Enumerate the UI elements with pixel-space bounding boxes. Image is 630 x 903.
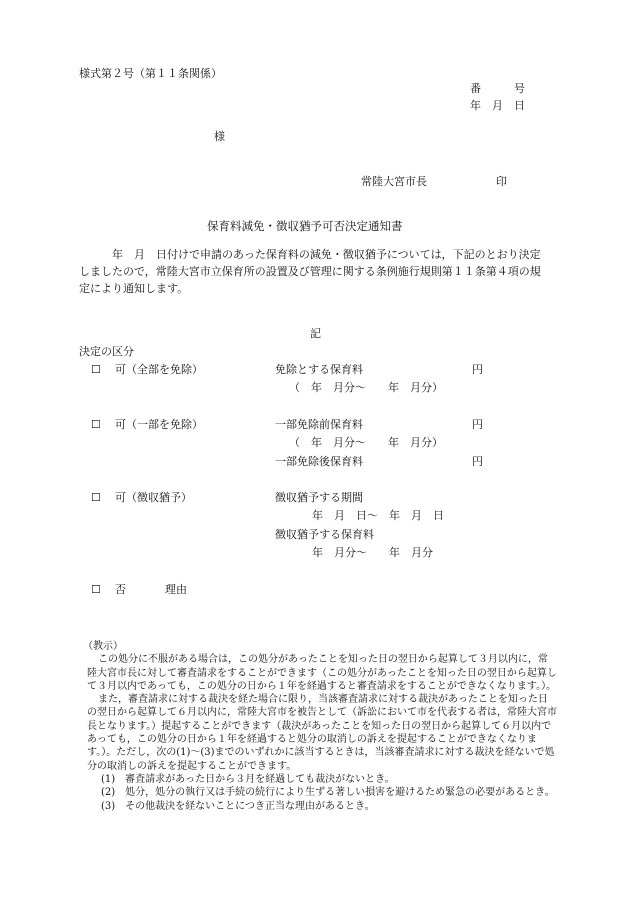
notice-item-3: (3) その他裁決を経ないことにつき正当な理由があるとき。 [101,800,375,812]
notice-paragraph-2: また，審査請求に対する裁決を経た場合に限り，当該審査請求に対する裁決があったことを知った日の翌日から起算して６月以内に，常陸大宮市を被告として（訴訟において市を代表する者は，常陸大宮市長となります。）提起することができます（裁決があったことを知った日の翌日から起算して６月以内であっても，この処分の日から１年を経過すると処分の取消しの訴えを提起することができなくなります。）。ただし，次の(1)～(3)までのいずれかに該当するときは，当該審査請求に対する裁決を経ないで処分の取消しの訴えを提起することができます。 [87,694,557,772]
deferral-fee-label: 徴収猶予する保育料 [275,528,374,541]
notice-paragraph-1: この処分に不服がある場合は，この処分があったことを知った日の翌日から起算して３月以内に，常陸大宮市長に対して審査請求をすることができます（この処分があったことを知った日の翌日から起算して３月以内であっても，この処分の日から１年を経過すると審査請求をすることができなくなります。）。 [87,654,557,692]
checkbox-full-exemption[interactable]: ☐ [91,363,101,376]
exempt-period: （ 年 月分～ 年 月分） [289,381,443,394]
post-exemption-fee-label: 一部免除後保育料 [275,455,363,468]
pre-exemption-fee-label: 一部免除前保育料 [275,418,363,431]
post-exemption-fee-yen: 円 [472,455,483,468]
issuer-name: 常陸大宮市長 [361,175,427,188]
exempt-fee-label: 免除とする保育料 [275,363,363,376]
option-full-exemption-label: 可（全部を免除） [115,363,203,376]
checkbox-deferral[interactable]: ☐ [91,491,101,504]
notice-item-2: (2) 処分，処分の執行又は手続の続行により生ずる著しい損害を避けるため緊急の必要があるとき。 [101,787,555,799]
deferral-months: 年 月分～ 年 月分 [312,546,433,559]
document-title: 保育料減免・徴収猶予可否決定通知書 [207,219,403,233]
deferral-dates: 年 月 日～ 年 月 日 [312,509,444,522]
decision-section-label: 決定の区分 [79,345,134,358]
document-number-label: 番 号 [470,82,525,95]
checkbox-partial-exemption[interactable]: ☐ [91,418,101,431]
denial-reason-label: 理由 [165,583,187,596]
option-denied-label: 否 [115,583,126,596]
option-deferral-label: 可（徴収猶予） [115,491,192,504]
notice-item-1: (1) 審査請求があった日から３月を経過しても裁決がないとき。 [101,773,395,785]
partial-period: （ 年 月分～ 年 月分） [289,436,443,449]
pre-exemption-fee-yen: 円 [472,418,483,431]
seal-mark: 印 [496,175,507,188]
form-number: 様式第２号（第１１条関係） [79,67,222,80]
addressee-suffix: 様 [214,130,225,143]
checkbox-denied[interactable]: ☐ [91,583,101,596]
ki-heading: 記 [310,327,321,340]
option-partial-exemption-label: 可（一部を免除） [115,418,203,431]
exempt-fee-yen: 円 [472,363,483,376]
deferral-period-label: 徴収猶予する期間 [275,491,363,504]
notification-paragraph: 年 月 日付けで申請のあった保育料の減免・徴収猶予については，下記のとおり決定しましたので，常陸大宮市立保育所の設置及び管理に関する条例施行規則第１１条第４項の規定により通知します。 [79,248,541,295]
notice-heading: （教示） [83,641,123,652]
document-date-label: 年 月 日 [470,99,525,112]
appeal-notice [83,640,557,813]
